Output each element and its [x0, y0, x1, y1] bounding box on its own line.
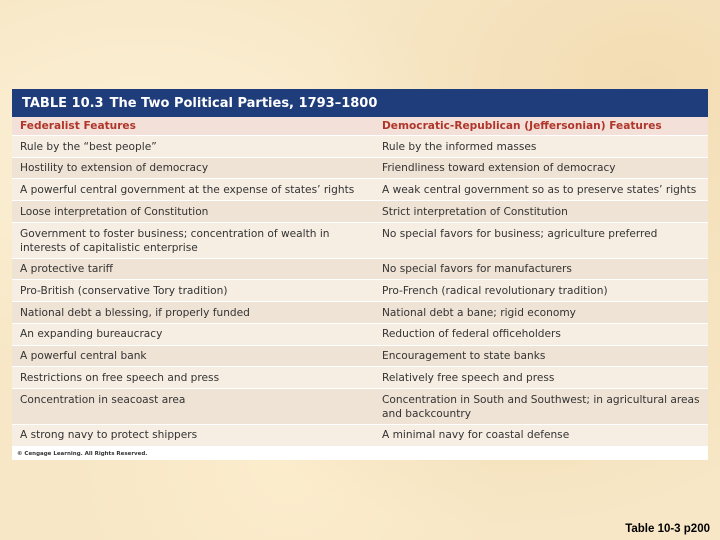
- republican-cell: A minimal navy for coastal defense: [382, 429, 570, 442]
- republican-cell: Rule by the informed masses: [382, 140, 537, 153]
- federalist-cell: A powerful central government at the expense of states’ rights: [20, 183, 355, 196]
- federalist-cell: An expanding bureaucracy: [20, 328, 163, 341]
- federalist-cell: Loose interpretation of Constitution: [20, 205, 209, 218]
- table-row: [12, 324, 708, 346]
- table-row: [12, 367, 708, 389]
- federalist-cell: National debt a blessing, if properly funded: [20, 306, 250, 319]
- table-header: [12, 89, 708, 117]
- republican-cell: Strict interpretation of Constitution: [382, 205, 568, 218]
- republican-cell: A weak central government so as to preserve states’ rights: [382, 183, 697, 196]
- republican-cell: No special favors for business; agriculture preferred: [382, 227, 658, 240]
- republican-cell: No special favors for manufacturers: [382, 263, 572, 276]
- slide-caption: Table 10-3 p200: [625, 523, 710, 535]
- republican-cell: Concentration in South and Southwest; in agricultural areas and backcountry: [382, 393, 700, 420]
- federalist-cell: Pro-British (conservative Tory tradition): [20, 284, 228, 297]
- republican-cell: Pro-French (radical revolutionary tradition): [382, 284, 608, 297]
- federalist-cell: A powerful central bank: [20, 350, 147, 362]
- table-row: [12, 259, 708, 281]
- column-header-row: [12, 117, 708, 136]
- federalist-cell: Hostility to extension of democracy: [20, 162, 209, 175]
- column-header-democratic-republican: Democratic-Republican (Jeffersonian) Features: [382, 120, 662, 132]
- federalist-cell: Rule by the “best people”: [20, 140, 157, 153]
- table-row: [12, 389, 708, 425]
- republican-cell: Encouragement to state banks: [382, 350, 546, 362]
- table-row: [12, 136, 708, 158]
- federalist-cell: Restrictions on free speech and press: [20, 371, 220, 384]
- copyright-notice: © Cengage Learning. All Rights Reserved.: [17, 451, 148, 457]
- table-row: [12, 158, 708, 180]
- table-body: [12, 136, 708, 447]
- table-row: [12, 179, 708, 201]
- table-title: The Two Political Parties, 1793–1800: [109, 95, 378, 111]
- federalist-cell: Concentration in seacoast area: [20, 393, 186, 406]
- federalist-cell: A protective tariff: [20, 263, 113, 276]
- republican-cell: Reduction of federal officeholders: [382, 328, 561, 341]
- table-row: [12, 201, 708, 223]
- republican-cell: Friendliness toward extension of democracy: [382, 162, 616, 175]
- federalist-cell: A strong navy to protect shippers: [20, 429, 198, 442]
- table-number: TABLE 10.3: [22, 95, 104, 111]
- federalist-cell: Government to foster business; concentration of wealth in interests of capitalistic enterprise: [20, 227, 330, 254]
- republican-cell: Relatively free speech and press: [382, 371, 555, 384]
- table-row: [12, 280, 708, 302]
- republican-cell: National debt a bane; rigid economy: [382, 306, 576, 319]
- table-row: [12, 346, 708, 368]
- column-header-federalist: Federalist Features: [20, 120, 136, 132]
- table-panel: [12, 89, 708, 460]
- table-row: [12, 425, 708, 447]
- table-row: [12, 302, 708, 324]
- table-row: [12, 223, 708, 259]
